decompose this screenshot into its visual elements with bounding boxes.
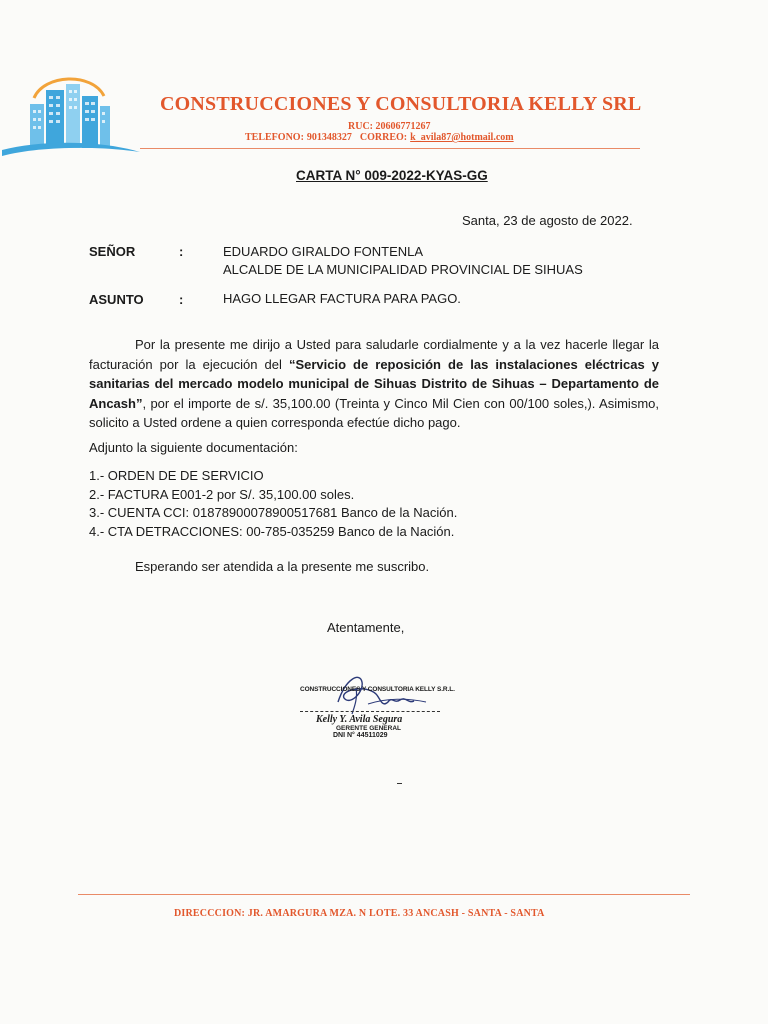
signer-role: GERENTE GENERAL bbox=[336, 725, 402, 732]
letter-title: CARTA N° 009-2022-KYAS-GG bbox=[296, 168, 488, 183]
service-name: “Servicio de reposición de las instalaciones eléctricas y sanitarias del mercado modelo municipal de Sihuas Distrito de Sihuas – Departamento de Ancash” bbox=[89, 356, 659, 411]
recipient-colon: : bbox=[179, 244, 184, 259]
phone-number: 901348327 bbox=[306, 132, 352, 143]
list-item: 1.- ORDEN DE DE SERVICIO bbox=[89, 468, 264, 483]
closing-line: Esperando ser atendida a la presente me suscribo. bbox=[135, 559, 430, 574]
contact-line bbox=[245, 132, 514, 143]
scan-mark bbox=[397, 783, 402, 784]
footer-address: DIRECCCION: JR. AMARGURA MZA. N LOTE. 33 ANCASH - SANTA - SANTA bbox=[174, 908, 545, 919]
city-buildings-logo-icon bbox=[0, 70, 142, 156]
body-rest: , por el importe de s/. 35,100.00 (Treinta y Cinco Mil Cien con 00/100 soles,). Asimismo, solicito a Usted ordene a quien corresponda efectúe dicho pago. bbox=[89, 395, 659, 430]
subject-text: HAGO LLEGAR FACTURA PARA PAGO. bbox=[223, 291, 461, 306]
company-name: CONSTRUCCIONES Y CONSULTORIA KELLY SRL bbox=[160, 93, 642, 115]
subject-colon: : bbox=[179, 292, 184, 307]
list-item: 2.- FACTURA E001-2 por S/. 35,100.00 soles. bbox=[89, 486, 355, 502]
letter-date: Santa, 23 de agosto de 2022. bbox=[462, 213, 633, 228]
footer-divider bbox=[78, 894, 690, 895]
list-item: 4.- CTA DETRACCIONES: 00-785-035259 Banco de la Nación. bbox=[89, 523, 455, 539]
signer-dni: DNI N° 44511029 bbox=[333, 732, 388, 739]
ruc-line bbox=[348, 121, 431, 132]
attachments-list bbox=[89, 467, 457, 541]
signature-line bbox=[300, 711, 440, 712]
attachments-intro: Adjunto la siguiente documentación: bbox=[89, 440, 298, 455]
signer-name: Kelly Y. Avila Segura bbox=[316, 714, 403, 725]
phone-label: TELEFONO: bbox=[245, 132, 304, 143]
recipient-label: SEÑOR bbox=[89, 244, 136, 259]
recipient-name: EDUARDO GIRALDO FONTENLA bbox=[223, 244, 424, 259]
header-divider bbox=[140, 148, 640, 149]
stamp-company: CONSTRUCCIONES Y CONSULTORIA KELLY S.R.L. bbox=[300, 686, 455, 693]
sign-off: Atentamente, bbox=[327, 620, 405, 635]
email-label: CORREO: bbox=[359, 132, 408, 143]
list-item: 3.- CUENTA CCI: 01878900078900517681 Banco de la Nación. bbox=[89, 505, 458, 520]
body-paragraph bbox=[89, 335, 659, 433]
email-address: k_avila87@hotmail.com bbox=[410, 132, 514, 143]
body-intro: Por la presente me dirijo a Usted para saludarle cordialmente y a la vez hacerle llegar la facturación por la ejecución del bbox=[89, 337, 659, 372]
ruc-label: RUC: bbox=[348, 121, 373, 132]
recipient-position: ALCALDE DE LA MUNICIPALIDAD PROVINCIAL DE SIHUAS bbox=[223, 262, 583, 277]
ruc-number: 20606771267 bbox=[375, 121, 431, 132]
subject-label: ASUNTO bbox=[89, 292, 144, 307]
